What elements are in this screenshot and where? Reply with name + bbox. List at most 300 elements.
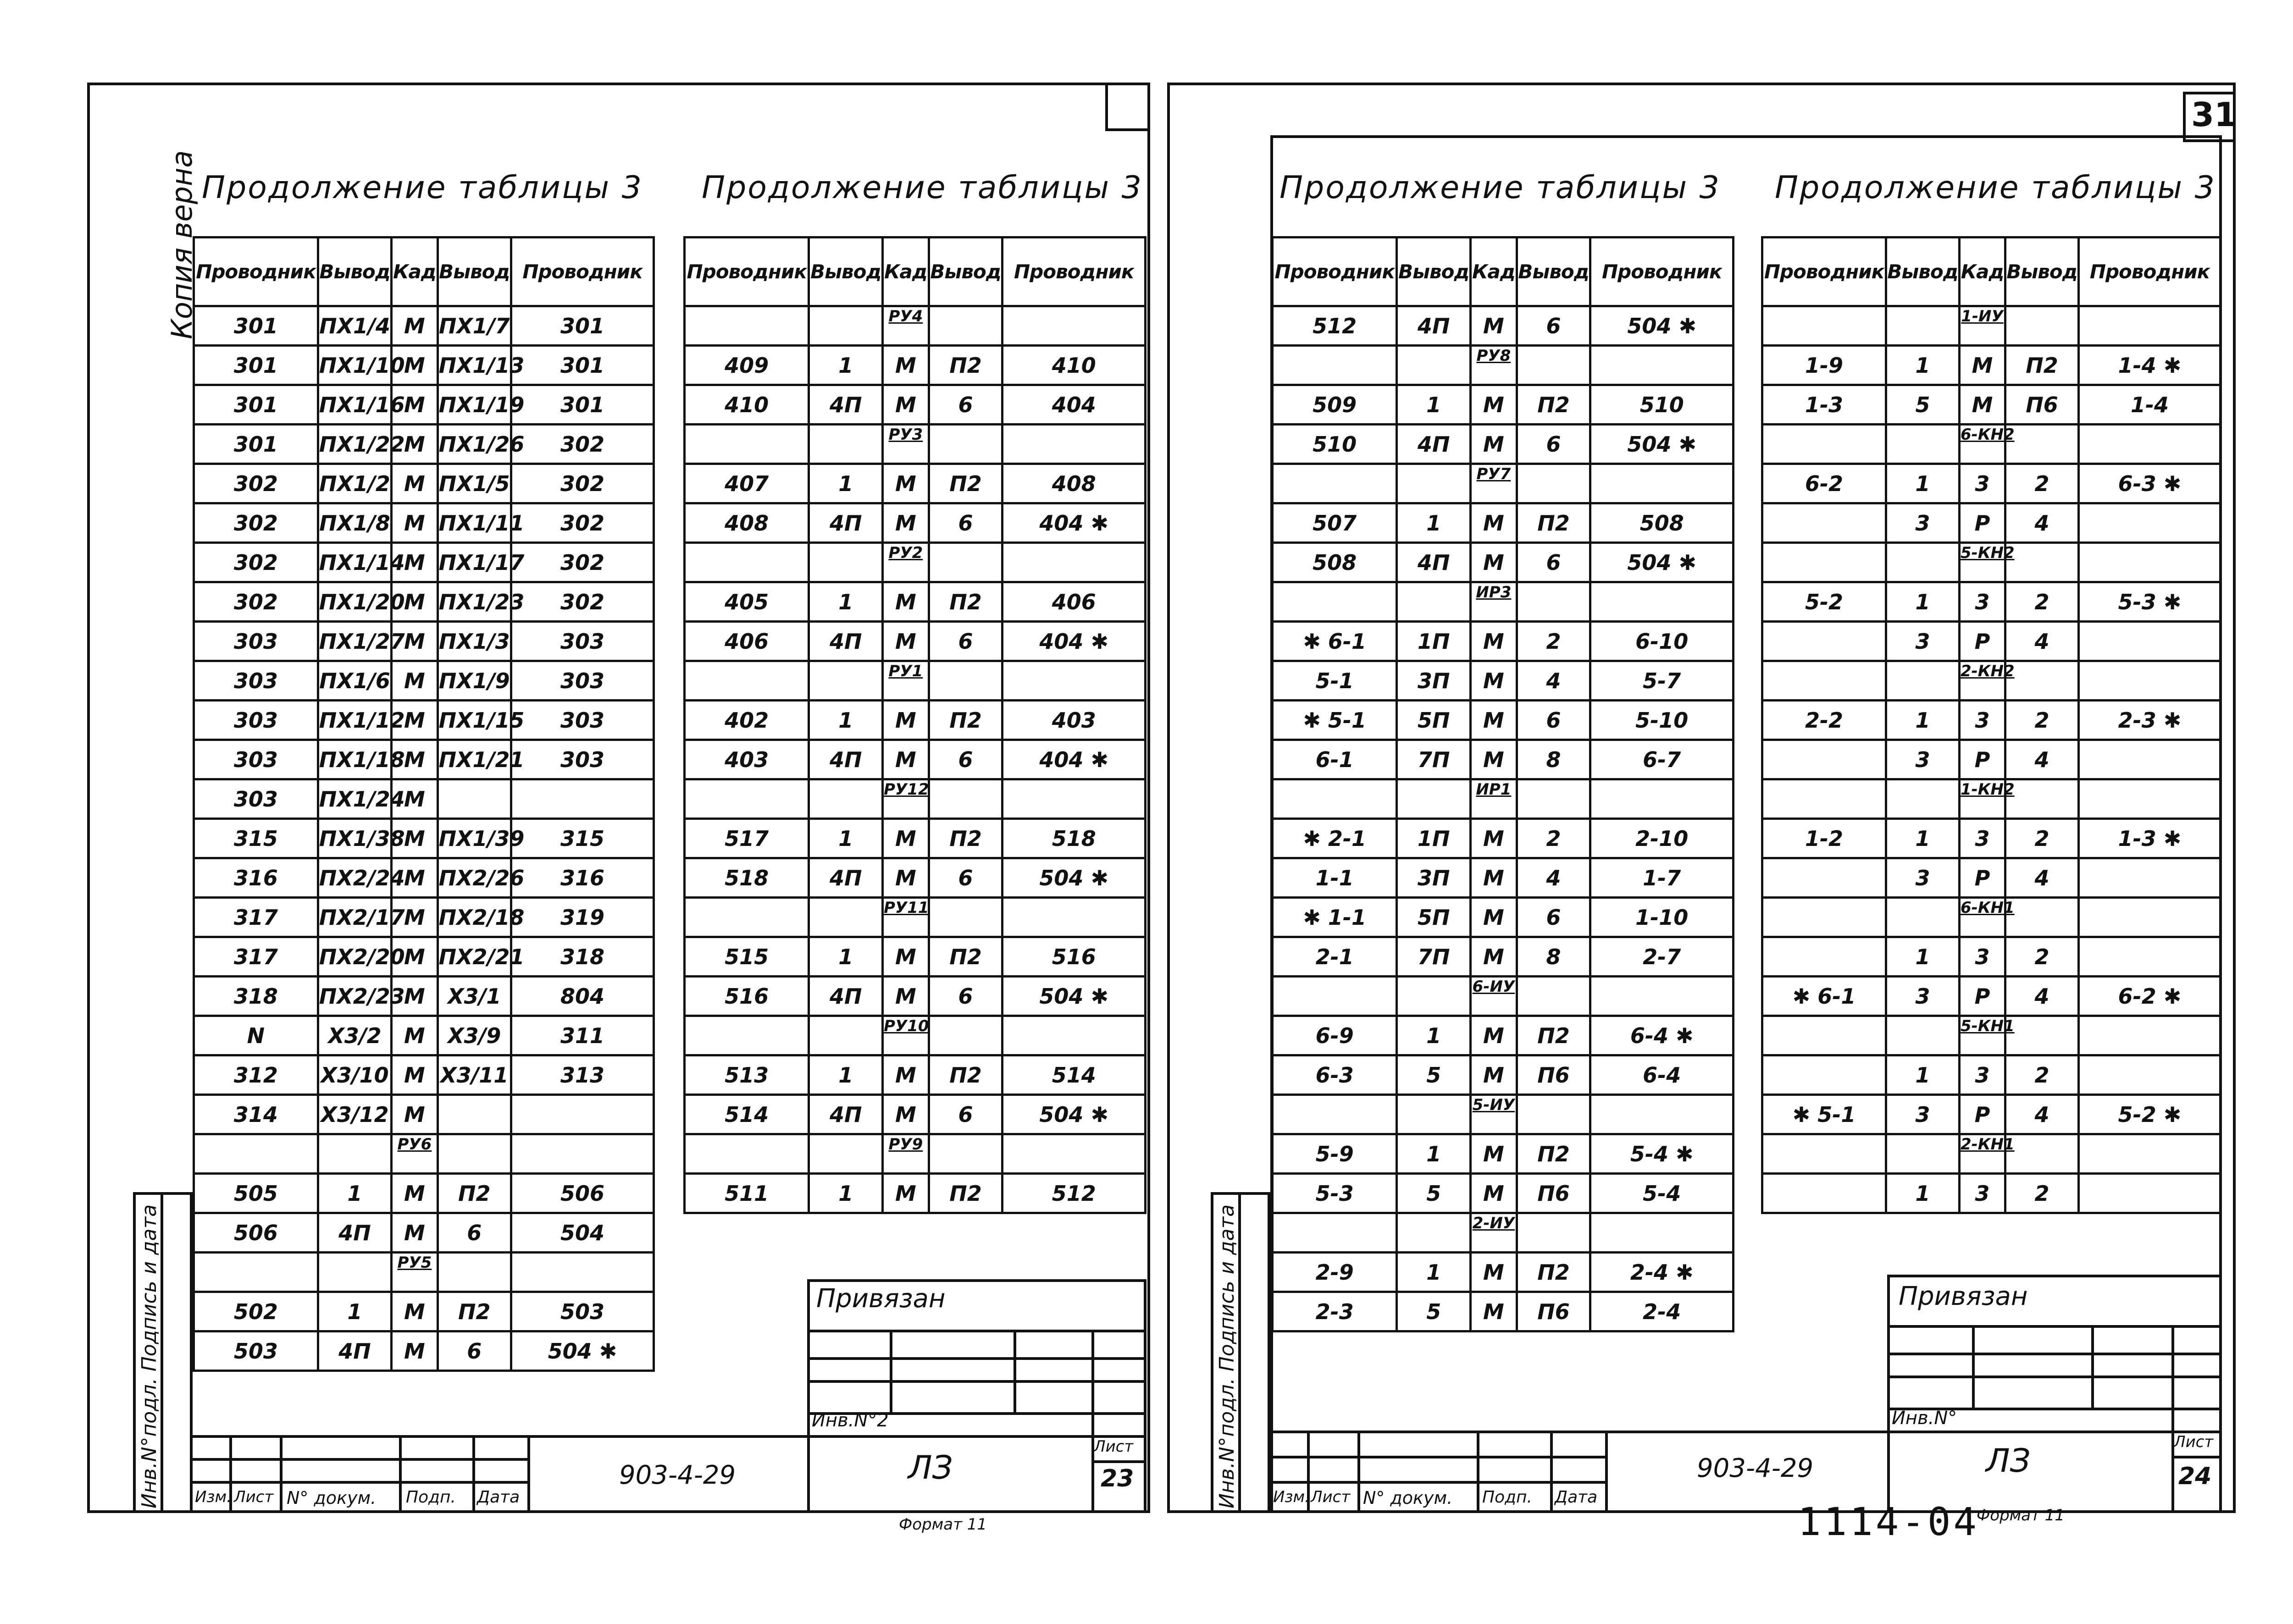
group-row [1762,1134,2221,1174]
table-cell: М [883,464,929,503]
table-cell: 1 [809,464,883,503]
column-header: Вывод [929,238,1002,306]
group-row [1762,425,2221,464]
table-cell: 6 [1517,306,1590,346]
table-cell: 2-1 [1273,937,1397,977]
table-cell: 5 [1397,1055,1471,1095]
table-cell: 512 [1002,1174,1146,1213]
table-cell: 5-10 [1590,701,1734,740]
left-sheet-number: 23 [1101,1465,1134,1492]
table-cell [685,306,809,346]
table-cell: ПХ1/2 [318,464,391,503]
table-cell: 6 [929,385,1002,425]
table-cell: 1П [1397,819,1471,858]
table-cell: Р [1960,503,2005,543]
group-row [1762,543,2221,582]
table-cell: 503 [194,1331,318,1371]
table-cell: 1 [809,1055,883,1095]
table-cell: 4 [1517,858,1590,898]
table-cell: 6-3 ✱ [2079,464,2221,503]
table-cell: ПХ2/26 [438,858,511,898]
table-cell: М [1471,858,1517,898]
table-cell: М [1471,740,1517,779]
left-side-stamp-label: Инв.N°подл. Подпись и дата [138,1204,161,1508]
table-cell: П6 [2005,385,2079,425]
table-cell: 514 [1002,1055,1146,1095]
table-cell: Х3/2 [318,1016,391,1055]
table-row [194,661,654,701]
table-row [194,819,654,858]
table-cell: ПХ2/20 [318,937,391,977]
group-row [1273,346,1734,385]
right-privyazan: Привязан [1899,1282,2028,1311]
table-cell: 4 [1517,661,1590,701]
table-cell: ПХ1/13 [438,346,511,385]
table-cell: М [392,740,438,779]
table-row [194,1095,654,1134]
table-cell: 1 [1886,819,1960,858]
table-cell: М [1471,1174,1517,1213]
table-row [685,1055,1146,1095]
table-cell: 410 [1002,346,1146,385]
table-cell: ПХ2/17 [318,898,391,937]
table-cell [2079,1016,2221,1055]
table-cell: 4 [2005,503,2079,543]
table-cell [809,1134,883,1174]
table-cell [318,1134,391,1174]
table-cell [2005,1016,2079,1055]
left-col-izm: Изм. [195,1488,232,1506]
table-cell: М [392,622,438,661]
table-cell: 517 [685,819,809,858]
table-cell [2079,858,2221,898]
table-cell: 7П [1397,740,1471,779]
group-tag: 6-КН2 [1960,425,2005,464]
table-cell: 1-10 [1590,898,1734,937]
table-row [1762,1174,2221,1213]
table-cell: М [392,701,438,740]
table-cell: М [1960,385,2005,425]
table-cell: ПХ1/21 [438,740,511,779]
table-cell: 6 [929,740,1002,779]
table-row [194,1174,654,1213]
table-row [1762,464,2221,503]
table-cell: 2 [2005,1174,2079,1213]
table-cell [1397,582,1471,622]
group-row [1273,1213,1734,1253]
column-header: Вывод [438,238,511,306]
table-cell: 504 ✱ [1590,543,1734,582]
table-cell: 8 [1517,740,1590,779]
table-cell: 512 [1273,306,1397,346]
right-col-data: Дата [1555,1488,1598,1507]
right-sheet-number: 24 [2178,1463,2212,1490]
group-tag: РУ4 [883,306,929,346]
table-cell: 518 [1002,819,1146,858]
table-cell [2079,661,2221,701]
table-cell [1590,582,1734,622]
column-header: Вывод [2005,238,2079,306]
table-row [194,306,654,346]
column-header: Кад [392,238,438,306]
table-cell: 4П [809,503,883,543]
table-cell: Р [1960,1095,2005,1134]
table-cell: 403 [685,740,809,779]
table-cell: 6 [438,1331,511,1371]
table-cell [1886,898,1960,937]
table-cell: М [392,1331,438,1371]
table-cell [1273,1213,1397,1253]
table-cell: М [392,1174,438,1213]
table-cell: М [392,937,438,977]
table-cell: 510 [1273,425,1397,464]
table-cell: ПХ1/23 [438,582,511,622]
table-cell [929,898,1002,937]
table-cell [1590,977,1734,1016]
table-row [194,1055,654,1095]
table-cell: Х3/10 [318,1055,391,1095]
table-row [685,1095,1146,1134]
table-row [685,582,1146,622]
table-cell: 318 [194,977,318,1016]
table-cell: ПХ2/21 [438,937,511,977]
group-row [194,1134,654,1174]
table-cell [438,1095,511,1134]
table-cell: 314 [194,1095,318,1134]
table-cell: 1-4 ✱ [2079,346,2221,385]
left-title-b: Продолжение таблицы 3 [702,170,1143,206]
table-row [1273,425,1734,464]
table-cell: М [1471,543,1517,582]
table-cell: 2-9 [1273,1253,1397,1292]
table-row [1762,503,2221,543]
table-row [194,622,654,661]
table-cell: 319 [511,898,654,937]
column-header: Проводник [1590,238,1734,306]
table-cell [318,1253,391,1292]
table-cell [929,1016,1002,1055]
table-cell: ПХ2/23 [318,977,391,1016]
table-cell [1002,543,1146,582]
table-cell: ПХ1/7 [438,306,511,346]
table-row [1273,858,1734,898]
table-cell: 2-4 [1590,1292,1734,1331]
table-cell [1002,306,1146,346]
table-cell [1397,346,1471,385]
table-cell: 1 [809,937,883,977]
table-cell: ✱ 5-1 [1273,701,1397,740]
table-cell [2079,425,2221,464]
group-tag: РУ10 [883,1016,929,1055]
table-cell: ПХ1/16 [318,385,391,425]
table-row [1273,740,1734,779]
table-cell: 2 [2005,819,2079,858]
group-tag: ИР1 [1471,779,1517,819]
table-cell: М [392,898,438,937]
table-cell [685,1016,809,1055]
table-row [194,937,654,977]
table-cell: М [392,819,438,858]
table-cell: 4П [1397,306,1471,346]
table-cell: 510 [1590,385,1734,425]
table-cell [929,1134,1002,1174]
table-cell: ПХ2/18 [438,898,511,937]
table-cell [929,306,1002,346]
table-cell: 6-1 [1273,740,1397,779]
table-cell: Х3/11 [438,1055,511,1095]
table-cell: 2-3 [1273,1292,1397,1331]
group-row [1762,661,2221,701]
table-cell: 4П [809,858,883,898]
table-cell: 6-2 [1762,464,1886,503]
table-cell: 5-2 ✱ [2079,1095,2221,1134]
table-cell: М [392,306,438,346]
table-row [685,503,1146,543]
table-cell: М [1471,503,1517,543]
table-cell: 6 [1517,701,1590,740]
table-cell: 407 [685,464,809,503]
table-cell: 1-1 [1273,858,1397,898]
table-cell: 504 ✱ [1590,306,1734,346]
table-cell: ПХ1/15 [438,701,511,740]
table-cell: 4П [809,1095,883,1134]
table-cell: 1 [1397,1253,1471,1292]
table-cell: 5-2 [1762,582,1886,622]
group-row [1273,464,1734,503]
table-cell [2079,503,2221,543]
table-cell: 6-3 [1273,1055,1397,1095]
group-row [685,306,1146,346]
table-cell [1762,898,1886,937]
table-cell [1590,346,1734,385]
table-cell: 3 [1960,464,2005,503]
left-col-data: Дата [477,1488,520,1507]
table-cell [1886,306,1960,346]
table-cell [1886,779,1960,819]
table-cell [2079,306,2221,346]
table-cell: М [1471,622,1517,661]
table-cell [1762,503,1886,543]
table-cell: 504 ✱ [1002,977,1146,1016]
table-row [1273,622,1734,661]
table-cell: 311 [511,1016,654,1055]
column-header: Вывод [318,238,391,306]
table-cell [685,661,809,701]
table-cell: ПХ1/17 [438,543,511,582]
column-header: Проводник [1762,238,1886,306]
table-cell: П2 [1517,1253,1590,1292]
left-sheet-label: Лист [1094,1437,1134,1456]
table-cell: 405 [685,582,809,622]
table-row [685,346,1146,385]
left-doc-type: ЛЗ [908,1449,953,1486]
table-cell: М [1960,346,2005,385]
right-handwritten-number: 1114-04 [1798,1499,1980,1544]
table-cell [1886,1016,1960,1055]
table-row [194,582,654,622]
table-row [194,701,654,740]
table-cell [1002,1134,1146,1174]
table-cell [1002,661,1146,701]
table-cell: 504 [511,1213,654,1253]
table-cell [1886,661,1960,701]
table-row [1273,385,1734,425]
table-cell: 301 [511,346,654,385]
left-title-a: Продолжение таблицы 3 [202,170,643,206]
table-cell [2079,1174,2221,1213]
table-cell: 303 [511,661,654,701]
table-cell: 511 [685,1174,809,1213]
group-row [194,1253,654,1292]
table-row [1762,937,2221,977]
table-cell: 5-1 [1273,661,1397,701]
table-cell [2079,779,2221,819]
table-cell: М [1471,898,1517,937]
table-cell: 504 ✱ [1002,858,1146,898]
table-cell: 515 [685,937,809,977]
group-tag: 5-ИУ [1471,1095,1517,1134]
table-cell [511,779,654,819]
table-row [194,858,654,898]
table-cell: ПХ1/12 [318,701,391,740]
table-row [1273,306,1734,346]
table-cell: ✱ 6-1 [1273,622,1397,661]
table-cell: 506 [194,1213,318,1253]
table-row [1273,1134,1734,1174]
table-cell: 6-4 ✱ [1590,1016,1734,1055]
table-cell [809,1016,883,1055]
table-cell: 5-3 [1273,1174,1397,1213]
table-cell: П2 [929,582,1002,622]
table-cell: 506 [511,1174,654,1213]
table-cell: 5-4 ✱ [1590,1134,1734,1174]
table-row [194,779,654,819]
table-cell: М [392,346,438,385]
table-cell: М [1471,1134,1517,1174]
group-tag: РУ7 [1471,464,1517,503]
table-cell: 6-4 [1590,1055,1734,1095]
table-cell: М [392,464,438,503]
table-cell: М [1471,1253,1517,1292]
table-cell [685,425,809,464]
table-cell: 2 [2005,464,2079,503]
table-cell: М [883,701,929,740]
table-cell [1273,977,1397,1016]
table-cell: М [392,582,438,622]
table-row [194,543,654,582]
group-row [685,661,1146,701]
table-row [685,701,1146,740]
table-cell: 1 [1886,1174,1960,1213]
column-header: Вывод [1397,238,1471,306]
table-cell [685,1134,809,1174]
left-col-doc: N° докум. [287,1488,377,1508]
table-cell: М [392,543,438,582]
table-cell: 317 [194,898,318,937]
table-cell: 301 [194,385,318,425]
table-cell: 317 [194,937,318,977]
column-header: Проводник [1002,238,1146,306]
table-cell: 301 [194,346,318,385]
table-cell: М [392,1292,438,1331]
table-cell: М [1471,661,1517,701]
table-cell [1590,779,1734,819]
table-row [194,1016,654,1055]
table-cell: П2 [929,1174,1002,1213]
right-doc-type: ЛЗ [1986,1442,2031,1480]
table-cell: 514 [685,1095,809,1134]
table-cell: 2-3 ✱ [2079,701,2221,740]
table-cell: 4П [809,622,883,661]
table-cell [1762,740,1886,779]
table-cell: 2-2 [1762,701,1886,740]
table-cell: ПХ1/27 [318,622,391,661]
group-row [1273,779,1734,819]
sheet-number: 31 [2191,95,2238,134]
table-cell: 6 [1517,425,1590,464]
table-cell: 5П [1397,898,1471,937]
table-cell: 3 [1886,740,1960,779]
table-cell [1886,543,1960,582]
table-cell: 502 [194,1292,318,1331]
table-row [685,622,1146,661]
table-cell: 1 [318,1174,391,1213]
table-cell: ✱ 5-1 [1762,1095,1886,1134]
table-cell: 1 [809,819,883,858]
group-tag: 2-ИУ [1471,1213,1517,1253]
table-cell [1886,425,1960,464]
table-header-row [685,238,1146,306]
table-cell: М [1471,306,1517,346]
table-cell: ПХ1/26 [438,425,511,464]
table-cell: 6-9 [1273,1016,1397,1055]
table-cell [1762,1016,1886,1055]
table-cell: 303 [194,622,318,661]
table-row [685,1174,1146,1213]
table-cell [685,898,809,937]
table-cell [809,425,883,464]
table-cell: М [1471,385,1517,425]
table-cell: 406 [685,622,809,661]
table-cell [438,1134,511,1174]
left-col-podp: Подп. [406,1488,456,1507]
table-cell: ПХ1/18 [318,740,391,779]
table-row [1762,385,2221,425]
table-cell: М [392,858,438,898]
table-row [1273,1292,1734,1331]
table-row [1762,1055,2221,1095]
group-row [685,898,1146,937]
table-cell: П2 [438,1174,511,1213]
table-cell: М [392,779,438,819]
table-cell: 302 [511,582,654,622]
group-tag: РУ2 [883,543,929,582]
table-cell [1273,1095,1397,1134]
table-row [1762,582,2221,622]
right-col-podp: Подп. [1482,1488,1532,1507]
column-header: Вывод [809,238,883,306]
table-cell: 1 [809,701,883,740]
table-cell: М [392,977,438,1016]
group-row [1762,1016,2221,1055]
group-tag: 5-КН1 [1960,1016,2005,1055]
table-row [685,819,1146,858]
table-cell [1590,1213,1734,1253]
table-cell [1002,425,1146,464]
table-cell: П2 [2005,346,2079,385]
group-tag: РУ6 [392,1134,438,1174]
table-cell: М [883,1095,929,1134]
